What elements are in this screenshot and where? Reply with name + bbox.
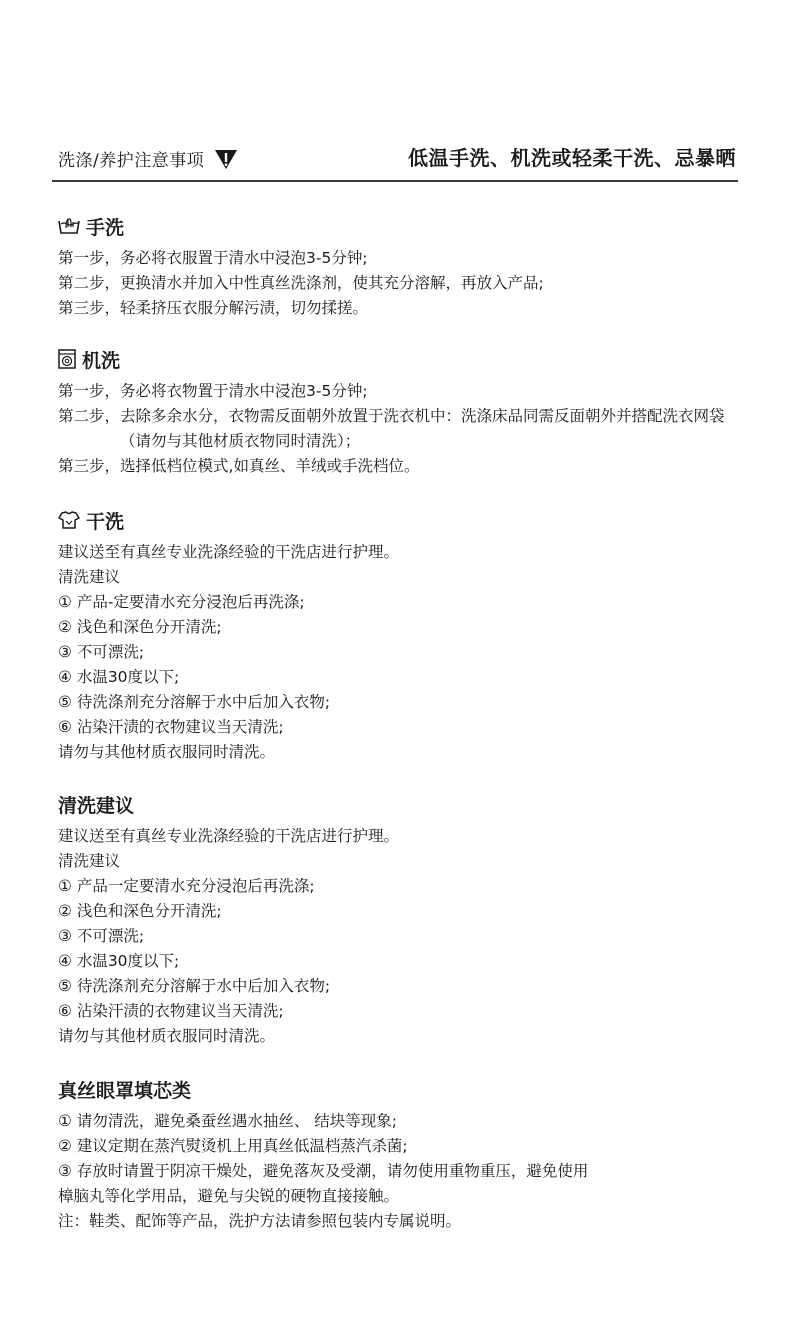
hand-wash-title: 手洗 xyxy=(86,216,125,239)
step-text: 务必将衣服置于清水中浸泡3-5分钟; xyxy=(120,249,368,267)
text-line: 樟脑丸等化学用品，避免与尖锐的硬物直接接触。 xyxy=(58,1187,400,1205)
machine-wash-step xyxy=(58,379,748,404)
dry-clean-icon xyxy=(58,510,80,530)
text-line: ④ 水温30度以下; xyxy=(58,668,180,686)
step-text: 选择低档位模式,如真丝、羊绒或手洗档位。 xyxy=(120,457,420,475)
hand-wash-icon xyxy=(58,216,80,236)
care-header xyxy=(52,140,738,182)
hand-wash-step xyxy=(58,271,748,296)
text-line: ① 产品一定要清水充分浸泡后再洗涤; xyxy=(58,877,315,895)
text-line: 建议送至有真丝专业洗涤经验的干洗店进行护理。 xyxy=(58,827,400,845)
machine-wash-title: 机洗 xyxy=(82,349,121,372)
care-header-left xyxy=(58,146,238,171)
dry-clean-heading xyxy=(58,506,748,534)
dry-clean-title: 干洗 xyxy=(86,510,125,533)
care-summary: 低温手洗、机洗或轻柔干洗、忌暴晒 xyxy=(408,146,736,170)
silk-eye-mask-heading xyxy=(58,1075,748,1103)
text-line: ⑥ 沾染汗渍的衣物建议当天清洗; xyxy=(58,1002,284,1020)
washing-machine-icon xyxy=(58,349,76,369)
text-line: 请勿与其他材质衣服同时清洗。 xyxy=(58,1027,276,1045)
text-line: ③ 不可漂洗; xyxy=(58,927,145,945)
step-text: 轻柔挤压衣服分解污渍，切勿揉搓。 xyxy=(120,299,369,317)
text-line: ⑤ 待洗涤剂充分溶解于水中后加入衣物; xyxy=(58,693,331,711)
text-line: 请勿与其他材质衣服同时清洗。 xyxy=(58,743,276,761)
step-label: 第三步， xyxy=(58,457,121,475)
step-text: 去除多余水分，衣物需反面朝外放置于洗衣机中：洗涤床品同需反面朝外并搭配洗衣网袋（请勿与其他材质衣物同时清洗）； xyxy=(120,407,725,450)
text-line: ① 产品-定要清水充分浸泡后再洗涤; xyxy=(58,593,305,611)
step-text: 务必将衣物置于清水中浸泡3-5分钟; xyxy=(120,382,368,400)
step-label: 第一步， xyxy=(58,382,121,400)
text-line: 清洗建议 xyxy=(58,852,121,870)
hand-wash-section xyxy=(58,212,748,321)
text-line: ① 请勿清洗，避免桑蚕丝遇水抽丝、 结块等现象; xyxy=(58,1112,397,1130)
cleaning-advice-heading xyxy=(58,790,748,818)
cleaning-advice-title: 清洗建议 xyxy=(58,794,135,817)
text-line: ② 浅色和深色分开清洗; xyxy=(58,618,222,636)
text-line: ③ 不可漂洗; xyxy=(58,643,145,661)
text-line: ③ 存放时请置于阴凉干燥处，避免落灰及受潮，请勿使用重物重压，避免使用 xyxy=(58,1162,589,1180)
warning-triangle-icon xyxy=(214,148,238,170)
silk-eye-mask-title: 真丝眼罩填芯类 xyxy=(58,1079,192,1102)
text-line: ⑥ 沾染汗渍的衣物建议当天清洗; xyxy=(58,718,284,736)
hand-wash-step xyxy=(58,296,748,321)
step-text: 更换清水并加入中性真丝洗涤剂，使其充分溶解，再放入产品; xyxy=(120,274,544,292)
text-line: ⑤ 待洗涤剂充分溶解于水中后加入衣物; xyxy=(58,977,331,995)
step-label: 第一步， xyxy=(58,249,121,267)
silk-eye-mask-section xyxy=(58,1075,748,1234)
machine-wash-heading xyxy=(58,345,748,373)
care-title: 洗涤/养护注意事项 xyxy=(58,151,205,171)
text-line: ④ 水温30度以下; xyxy=(58,952,180,970)
step-label: 第二步， xyxy=(58,274,121,292)
machine-wash-step xyxy=(58,404,748,454)
machine-wash-section xyxy=(58,345,748,479)
text-line: ② 浅色和深色分开清洗; xyxy=(58,902,222,920)
text-line: ② 建议定期在蒸汽熨烫机上用真丝低温档蒸汽杀菌; xyxy=(58,1137,408,1155)
dry-clean-section xyxy=(58,506,748,765)
text-line: 清洗建议 xyxy=(58,568,121,586)
text-line: 注：鞋类、配饰等产品，洗护方法请参照包装内专属说明。 xyxy=(58,1212,462,1230)
hand-wash-heading xyxy=(58,212,748,240)
machine-wash-step xyxy=(58,454,748,479)
hand-wash-step xyxy=(58,246,748,271)
cleaning-advice-section xyxy=(58,790,748,1049)
step-label: 第二步， xyxy=(58,407,121,425)
step-label: 第三步， xyxy=(58,299,121,317)
text-line: 建议送至有真丝专业洗涤经验的干洗店进行护理。 xyxy=(58,543,400,561)
